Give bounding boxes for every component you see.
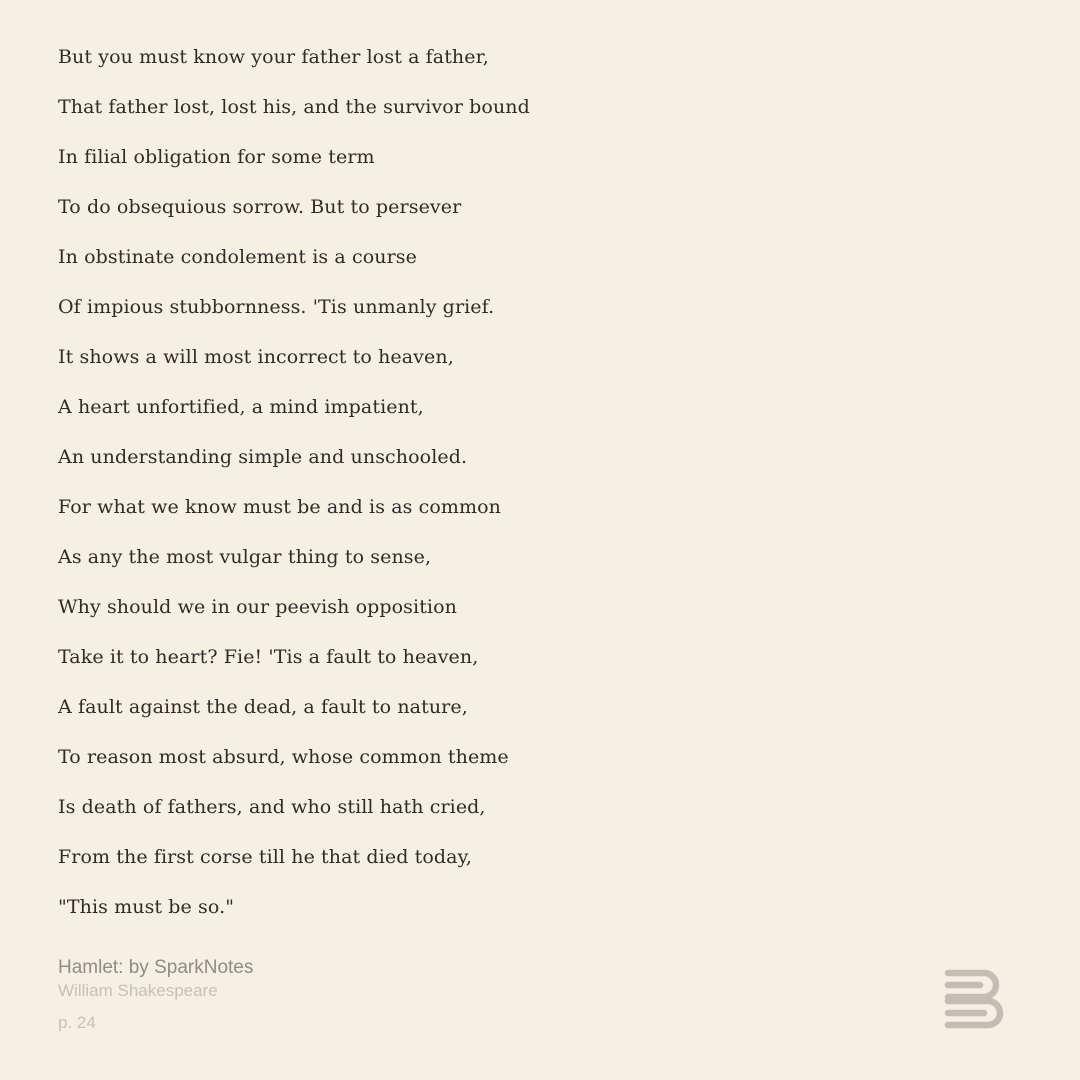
quote-line: Why should we in our peevish opposition: [58, 596, 457, 618]
quote-line: To do obsequious sorrow. But to persever: [58, 196, 462, 218]
quote-line: It shows a will most incorrect to heaven,: [58, 346, 454, 368]
quote-line: Is death of fathers, and who still hath cried,: [58, 796, 486, 818]
quote-line: That father lost, lost his, and the survivor bound: [58, 96, 530, 118]
page-number: p. 24: [58, 1013, 96, 1032]
quote-line: A heart unfortified, a mind impatient,: [58, 396, 424, 418]
quote-line: For what we know must be and is as common: [58, 496, 502, 518]
quote-line: As any the most vulgar thing to sense,: [58, 546, 432, 568]
quote-line: But you must know your father lost a father,: [58, 46, 489, 68]
quote-line: An understanding simple and unschooled.: [58, 446, 468, 468]
quote-line: In filial obligation for some term: [58, 146, 375, 168]
quote-line: In obstinate condolement is a course: [58, 246, 417, 268]
book-logo-icon: [944, 968, 1006, 1030]
quote-text: [58, 40, 530, 940]
source-info: [58, 956, 253, 1034]
quote-line: A fault against the dead, a fault to nature,: [58, 696, 468, 718]
quote-line: Of impious stubbornness. 'Tis unmanly grief.: [58, 296, 495, 318]
quote-line: "This must be so.": [58, 896, 235, 918]
quote-line: From the first corse till he that died today,: [58, 846, 473, 868]
quote-line: To reason most absurd, whose common theme: [58, 746, 509, 768]
quote-line: Take it to heart? Fie! 'Tis a fault to heaven,: [58, 646, 479, 668]
book-title: Hamlet: by SparkNotes: [58, 957, 254, 978]
book-author: William Shakespeare: [58, 981, 218, 1000]
